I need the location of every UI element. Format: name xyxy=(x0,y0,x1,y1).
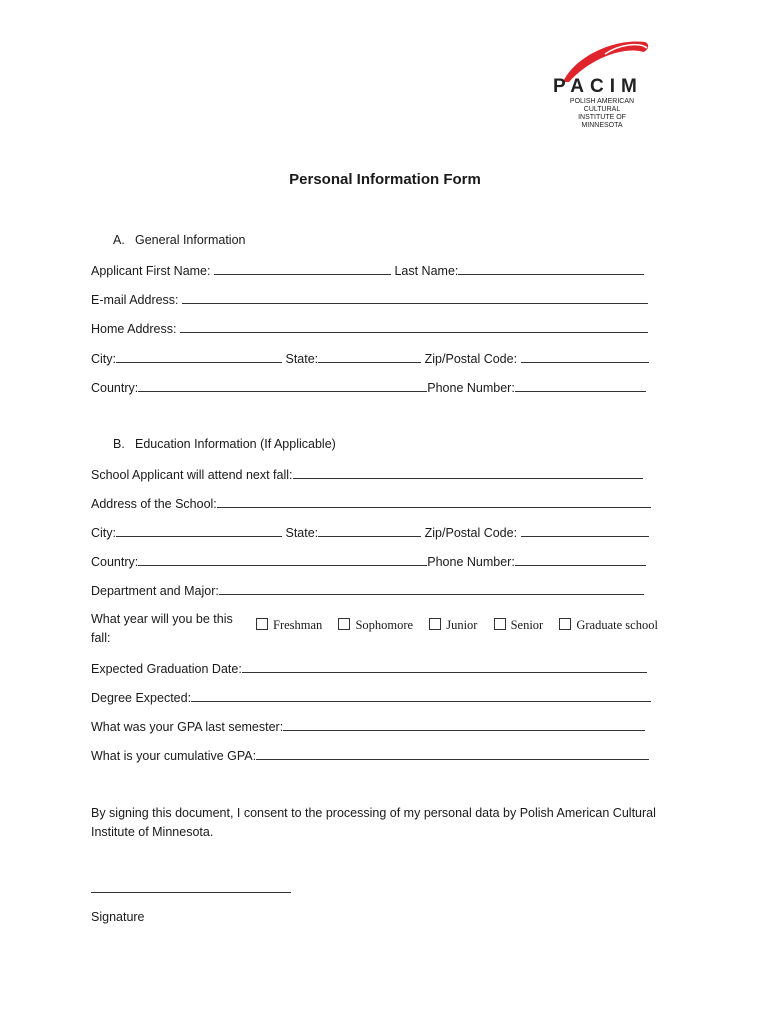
page-title: Personal Information Form xyxy=(289,171,481,188)
phone-field[interactable] xyxy=(515,379,646,392)
signature-label: Signature xyxy=(91,910,145,924)
gpa-last-row xyxy=(91,718,645,734)
checkbox-icon[interactable] xyxy=(256,618,268,630)
first-name-field[interactable] xyxy=(214,262,391,275)
city-row-b xyxy=(91,524,649,540)
option-graduate-school[interactable]: Graduate school xyxy=(559,618,658,633)
grad-date-label: Expected Graduation Date: xyxy=(91,662,242,676)
option-junior[interactable]: Junior xyxy=(429,618,477,633)
country-label: Country: xyxy=(91,381,139,395)
email-field[interactable] xyxy=(182,291,648,304)
last-name-label: Last Name: xyxy=(394,264,459,278)
checkbox-icon[interactable] xyxy=(559,618,571,630)
year-question: What year will you be this fall: xyxy=(91,612,233,645)
home-address-row xyxy=(91,320,648,336)
gpa-last-field[interactable] xyxy=(283,718,645,731)
school-field[interactable] xyxy=(293,466,643,479)
country-row-a xyxy=(91,379,646,395)
school-address-label: Address of the School: xyxy=(91,497,217,511)
country-field[interactable] xyxy=(138,379,427,392)
email-row xyxy=(91,291,648,307)
city-field[interactable] xyxy=(116,524,282,537)
option-senior[interactable]: Senior xyxy=(494,618,544,633)
school-label: School Applicant will attend next fall: xyxy=(91,468,293,482)
zip-label: Zip/Postal Code: xyxy=(424,352,518,366)
degree-label: Degree Expected: xyxy=(91,691,192,705)
degree-field[interactable] xyxy=(191,689,651,702)
zip-field[interactable] xyxy=(521,350,649,363)
year-options xyxy=(256,618,658,633)
home-address-field[interactable] xyxy=(180,320,648,333)
school-address-field[interactable] xyxy=(217,495,651,508)
pacim-logo xyxy=(545,36,655,129)
city-row-a xyxy=(91,350,649,366)
state-field[interactable] xyxy=(318,524,421,537)
state-label: State: xyxy=(285,352,319,366)
zip-label: Zip/Postal Code: xyxy=(424,526,518,540)
state-field[interactable] xyxy=(318,350,421,363)
logo-subtitle: POLISH AMERICAN CULTURAL INSTITUTE OF MINNESOTA xyxy=(569,98,635,129)
school-address-row xyxy=(91,495,651,511)
section-b-heading: B. Education Information (If Applicable) xyxy=(113,437,336,451)
degree-row xyxy=(91,689,651,705)
school-row xyxy=(91,466,643,482)
gpa-cumulative-field[interactable] xyxy=(256,747,649,760)
consent-text: By signing this document, I consent to the processing of my personal data by Polish American Cultural Institute of Minnesota. xyxy=(91,806,656,839)
email-label: E-mail Address: xyxy=(91,293,179,307)
zip-field[interactable] xyxy=(521,524,649,537)
country-label: Country: xyxy=(91,555,139,569)
checkbox-icon[interactable] xyxy=(429,618,441,630)
option-freshman[interactable]: Freshman xyxy=(256,618,322,633)
gpa-last-label: What was your GPA last semester: xyxy=(91,720,284,734)
city-label: City: xyxy=(91,352,116,366)
country-row-b xyxy=(91,553,646,569)
state-label: State: xyxy=(285,526,319,540)
signature-field[interactable] xyxy=(91,892,291,893)
department-row xyxy=(91,582,644,598)
department-field[interactable] xyxy=(219,582,644,595)
phone-label: Phone Number: xyxy=(427,381,515,395)
grad-date-row xyxy=(91,660,647,676)
last-name-field[interactable] xyxy=(458,262,644,275)
gpa-cumulative-label: What is your cumulative GPA: xyxy=(91,749,257,763)
gpa-cumulative-row xyxy=(91,747,649,763)
name-row xyxy=(91,262,644,278)
logo-wordmark: PACIM xyxy=(553,76,643,97)
country-field[interactable] xyxy=(138,553,427,566)
city-field[interactable] xyxy=(116,350,282,363)
city-label: City: xyxy=(91,526,116,540)
option-sophomore[interactable]: Sophomore xyxy=(338,618,413,633)
grad-date-field[interactable] xyxy=(242,660,647,673)
checkbox-icon[interactable] xyxy=(494,618,506,630)
checkbox-icon[interactable] xyxy=(338,618,350,630)
home-address-label: Home Address: xyxy=(91,322,177,336)
phone-field[interactable] xyxy=(515,553,646,566)
phone-label: Phone Number: xyxy=(427,555,515,569)
department-label: Department and Major: xyxy=(91,584,219,598)
first-name-label: Applicant First Name: xyxy=(91,264,211,278)
section-a-heading: A. General Information xyxy=(113,233,246,247)
